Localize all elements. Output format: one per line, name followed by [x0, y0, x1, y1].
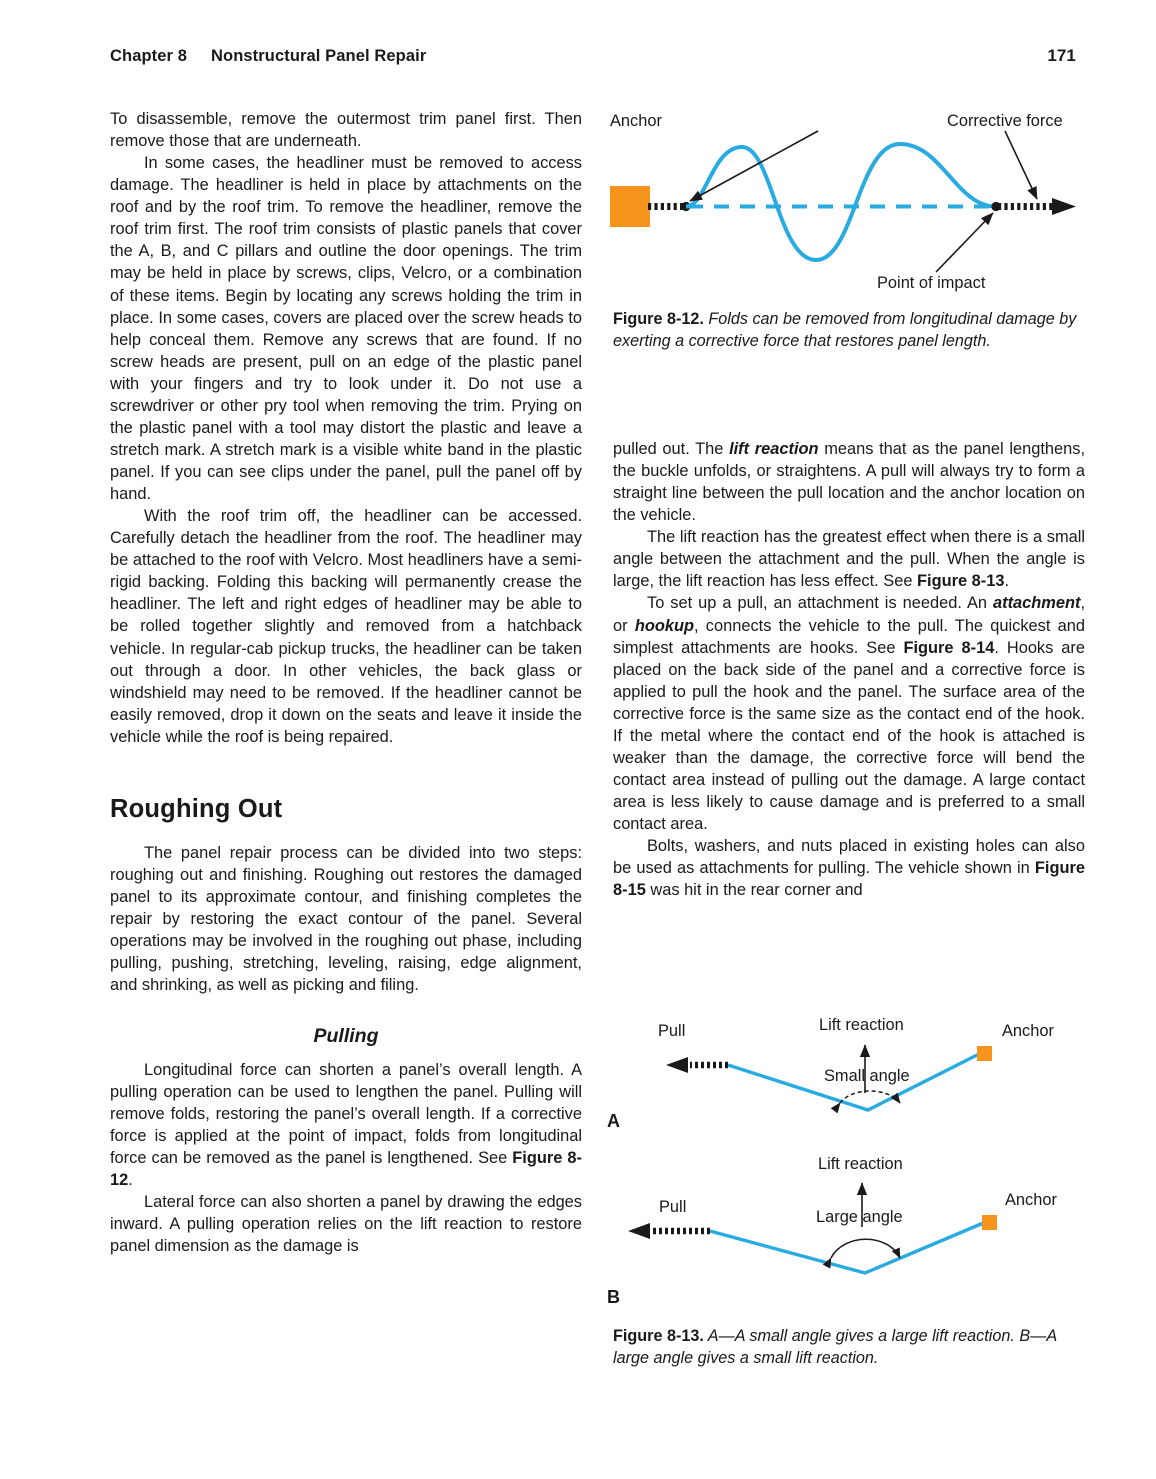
anchor-marker-a [977, 1046, 992, 1061]
corrective-force-leader-line [1005, 131, 1037, 199]
paragraph [613, 592, 1085, 835]
figure-8-13-panel-a [607, 1016, 1054, 1131]
figure-reference: Figure 8-13 [917, 572, 1005, 591]
subsection-heading-pulling: Pulling [313, 1024, 379, 1047]
paragraph-text: , or [613, 594, 1085, 635]
angle-arc-b [831, 1239, 900, 1258]
corrective-force-arrowhead [1052, 198, 1076, 215]
paragraph-text: means that as the panel lengthens, the buckle unfolds, or straightens. A pull will always try to form a straight line between the pull location and the anchor location on the vehicle. [613, 440, 1085, 525]
point-of-impact-leader-line [936, 213, 993, 272]
chapter-number: Chapter 8 [110, 47, 188, 65]
anchor-marker-b [982, 1215, 997, 1230]
emphasis-term: attachment [993, 594, 1081, 613]
figure-8-13-graphic [600, 1005, 1090, 1320]
paragraph [110, 1059, 582, 1191]
paragraph-text: To set up a pull, an attachment is needed. An [647, 594, 993, 613]
figure-reference: Figure 8-12 [110, 1149, 582, 1190]
anchor-block [610, 186, 650, 227]
anchor-leader-line [690, 131, 818, 201]
label-lift-reaction-b: Lift reaction [818, 1155, 903, 1173]
pull-arrowhead-b [628, 1223, 650, 1239]
figure-caption-lead: Figure 8-13. [613, 1327, 704, 1345]
label-anchor-b: Anchor [1005, 1191, 1057, 1209]
paragraph-text: . [128, 1171, 133, 1190]
fold-wave [686, 144, 996, 260]
label-anchor: Anchor [610, 112, 662, 130]
right-column [613, 438, 1085, 901]
figure-8-13-panel-b [607, 1155, 1057, 1307]
section-heading-roughing-out: Roughing Out [110, 794, 283, 823]
paragraph-text: The lift reaction has the greatest effect when there is a small angle between the attachment and the pull. When the angle is large, the lift reaction has less effect. See [613, 528, 1085, 591]
page-number: 171 [1047, 46, 1076, 65]
figure-caption-lead: Figure 8-12. [613, 310, 704, 328]
figure-8-13 [600, 1005, 1090, 1320]
figure-8-12 [600, 100, 1090, 305]
paragraph: Lateral force can also shorten a panel by drawing the edges inward. A pulling operation relies on the lift reaction to restore panel dimension as the damage is [110, 1193, 582, 1256]
paragraph-text: pulled out. The [613, 440, 730, 458]
chapter-title: Nonstructural Panel Repair [211, 47, 427, 65]
pull-path-b [710, 1221, 988, 1273]
paragraph [613, 526, 1085, 592]
label-pull-a: Pull [658, 1022, 686, 1040]
emphasis-term: hookup [634, 616, 694, 635]
running-head [110, 46, 1076, 66]
label-anchor-a: Anchor [1002, 1022, 1054, 1040]
paragraph [613, 438, 1085, 526]
label-pull-b: Pull [659, 1198, 687, 1216]
panel-letter-b: B [607, 1287, 620, 1307]
figure-8-12-graphic [600, 100, 1090, 305]
label-corrective-force: Corrective force [947, 112, 1063, 130]
paragraph-text: , connects the vehicle to the pull. The quickest and simplest attachments are hooks. See [613, 616, 1085, 657]
figure-reference: Figure 8-15 [613, 859, 1085, 900]
figure-8-13-caption [613, 1326, 1085, 1369]
label-lift-reaction-a: Lift reaction [819, 1016, 904, 1034]
paragraph-text: Longitudinal force can shorten a panel’s overall length. A pulling operation can be used to lengthen the panel. Pulling will remove folds, restoring the panel’s overall length. If a corrective force is applied at the point of impact, folds from longitudinal force can be removed as the panel is lengthened. See [110, 1060, 582, 1168]
paragraph-text: . Hooks are placed on the back side of the panel and a corrective force is applied to pull the hook and the panel. The surface area of the corrective force is the same size as the contact end of the hook. If the metal where the contact end of the hook is attached is weaker than the damage, the corrective force will bend the contact area instead of pulling out the damage. A large contact area is less likely to cause damage and is preferred to a small contact area. [613, 638, 1085, 834]
pull-arrowhead-a [666, 1057, 688, 1073]
label-small-angle: Small angle [824, 1067, 910, 1085]
label-point-of-impact: Point of impact [877, 274, 986, 292]
paragraph: With the roof trim off, the headliner can be accessed. Carefully detach the headliner from the roof. The headliner may be attached to the roof with Velcro. Most headliners have a semi-rigid backing. Folding this backing will permanently crease the headliner. The left and right edges of headliner may be able to be rolled together slightly and removed from a hatchback vehicle. In regular-cab pickup trucks, the headliner can be taken out through a door. In other vehicles, the back glass or windshield may need to be removed. If the headliner cannot be easily removed, drop it down on the seats and leave it inside the vehicle while the roof is being repaired. [110, 507, 582, 746]
running-head-left [110, 47, 426, 66]
paragraph [613, 835, 1085, 901]
paragraph: In some cases, the headliner must be removed to access damage. The headliner is held in place by attachments on the roof and by the roof trim. To remove the headliner, remove the roof trim first. The roof trim consists of plastic panels that cover the A, B, and C pillars and outline the door openings. The trim may be held in place by screws, clips, Velcro, or a combination of these items. Begin by locating any screws holding the trim in place. In some cases, covers are placed over the screw heads to help conceal them. Remove any screws that are found. If no screw heads are present, pull on an edge of the plastic panel with your fingers and try to look under it. Do not use a screwdriver or other pry tool when removing the trim. Prying on the plastic panel with a tool may distort the plastic and leave a stretch mark. A stretch mark is a visible white band in the plastic panel. If you can see clips under the panel, pull the panel off by hand. [110, 154, 582, 504]
figure-reference: Figure 8-14 [903, 638, 995, 657]
label-large-angle: Large angle [816, 1208, 903, 1226]
paragraph-text: . [1004, 572, 1010, 591]
paragraph-text: Bolts, washers, and nuts placed in existing holes can also be used as attachments for pulling. The vehicle shown in [613, 837, 1085, 878]
emphasis-term: lift reaction [729, 440, 819, 458]
panel-letter-a: A [607, 1111, 620, 1131]
left-column [110, 108, 582, 1257]
paragraph: The panel repair process can be divided into two steps: roughing out and finishing. Roughing out restores the damaged panel to its approximate contour, and finishing completes the repair by restoring the exact contour of the panel. Several operations may be involved in the roughing out phase, including pulling, pushing, stretching, leveling, raising, edge alignment, and shrinking, as well as picking and filing. [110, 844, 582, 995]
paragraph-text: was hit in the rear corner and [645, 881, 863, 900]
figure-caption-text: A—A small angle gives a large lift reaction. B—A large angle gives a small lift reaction. [613, 1327, 1057, 1367]
figure-caption-text: Folds can be removed from longitudinal damage by exerting a corrective force that restores panel length. [613, 310, 1077, 350]
paragraph: To disassemble, remove the outermost trim panel first. Then remove those that are underneath. [110, 110, 582, 151]
figure-8-12-caption [613, 309, 1085, 352]
